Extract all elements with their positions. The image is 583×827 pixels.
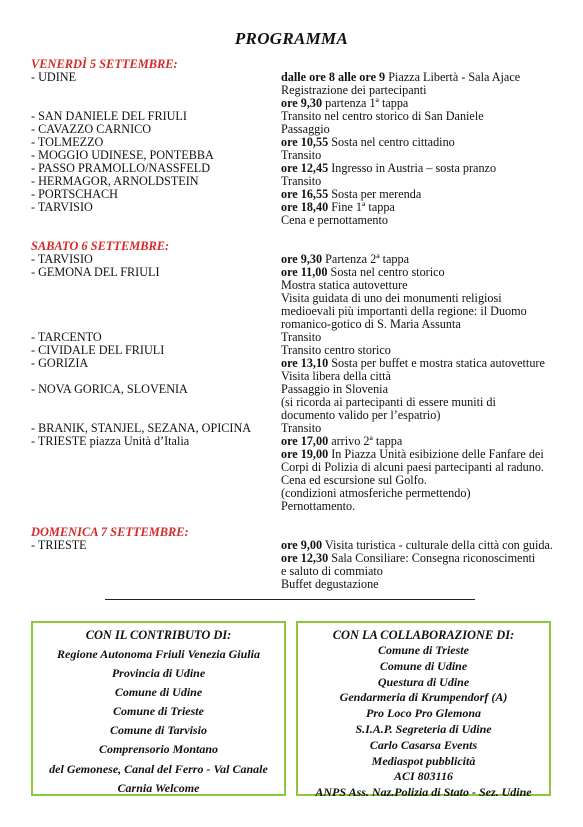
schedule-text: Transito nel centro storico di San Daniele (281, 109, 484, 123)
schedule-time: ore 11,00 (281, 265, 328, 279)
schedule-text: Partenza 2ª tappa (322, 252, 410, 266)
schedule-text: Sosta nel centro storico (327, 265, 445, 279)
schedule-place (31, 396, 281, 409)
schedule-text: Sosta per merenda (328, 187, 422, 201)
contributor-entry: Provincia di Udine (111, 666, 206, 681)
schedule-place (31, 565, 281, 578)
schedule-place (31, 448, 281, 461)
schedule-text: Piazza Libertà - Sala Ajace (385, 70, 521, 84)
collaborator-entry: ACI 803116 (393, 769, 453, 784)
schedule-time: ore 9,00 (281, 538, 323, 552)
schedule-place (31, 279, 281, 292)
collaborators-box (296, 621, 551, 800)
contributor-entry: del Gemonese, Canal del Ferro - Val Canale (49, 761, 268, 776)
schedule-text: Mostra statica autovetture (281, 278, 408, 292)
schedule-text: Visita guidata di uno dei monumenti religiosi (281, 291, 502, 305)
schedule-text: romanico-gotico di S. Maria Assunta (281, 317, 461, 331)
schedule-text: Buffet degustazione (281, 577, 379, 591)
collaborator-entry: Carlo Casarsa Events (369, 737, 478, 752)
contributor-entry: Carnia Welcome (117, 780, 200, 795)
collaborator-entry: Pro Loco Pro Glemona (366, 706, 481, 721)
schedule-place (31, 292, 281, 305)
schedule-place: - BRANIK, STANJEL, SEZANA, OPICINA (31, 421, 252, 435)
schedule-text: Passaggio in Slovenia (281, 382, 388, 396)
schedule-text: e saluto di commiato (281, 564, 383, 578)
day-heading: DOMENICA 7 SETTEMBRE: (31, 525, 189, 539)
program-schedule (31, 58, 571, 591)
schedule-text: In Piazza Unità esibizione delle Fanfare dei (328, 447, 544, 461)
schedule-place: - PASSO PRAMOLLO/NASSFELD (31, 161, 211, 175)
schedule-text: Fine 1ª tappa (328, 200, 395, 214)
schedule-text: Sosta per buffet e mostra statica autovetture (328, 356, 545, 370)
schedule-time: ore 9,30 (281, 252, 323, 266)
schedule-text: Visita libera della città (281, 369, 391, 383)
collaborator-entry: Comune di Udine (379, 658, 468, 673)
schedule-text: medioevali più importanti della regione: il Duomo (281, 304, 527, 318)
schedule-text: Ingresso in Austria – sosta pranzo (328, 161, 497, 175)
schedule-place: - TARVISIO (31, 252, 93, 266)
schedule-place: - MOGGIO UDINESE, PONTEBBA (31, 148, 214, 162)
schedule-text: Pernottamento. (281, 499, 356, 513)
schedule-time: ore 9,30 (281, 96, 323, 110)
day-section (31, 58, 571, 227)
contributor-entry: Comune di Trieste (113, 704, 204, 719)
schedule-text: Transito centro storico (281, 343, 391, 357)
schedule-text: Transito (281, 148, 322, 162)
divider-line (105, 599, 475, 600)
schedule-place: - TOLMEZZO (31, 135, 104, 149)
schedule-place: - TARVISIO (31, 200, 93, 214)
contributor-entry: Regione Autonoma Friuli Venezia Giulia (57, 647, 260, 661)
collaborator-entry: S.I.A.P. Segreteria di Udine (355, 721, 492, 736)
page-title: PROGRAMMA (234, 29, 349, 48)
schedule-place (31, 552, 281, 565)
day-section (31, 240, 571, 513)
schedule-place (31, 500, 281, 513)
schedule-info (281, 409, 571, 422)
schedule-place: - SAN DANIELE DEL FRIULI (31, 109, 187, 123)
schedule-text: Corpi di Polizia di alcuni paesi partecipanti al raduno. (281, 460, 544, 474)
schedule-row (31, 214, 571, 227)
schedule-place: - CIVIDALE DEL FRIULI (31, 343, 165, 357)
schedule-text: Visita turistica - culturale della città con guida. (322, 538, 553, 552)
schedule-text: arrivo 2ª tappa (328, 434, 403, 448)
schedule-time: ore 19,00 (281, 447, 329, 461)
schedule-place (31, 305, 281, 318)
schedule-place: - GEMONA DEL FRIULI (31, 265, 160, 279)
schedule-info (281, 500, 571, 513)
schedule-place (31, 487, 281, 500)
contributor-entry: Comprensorio Montano (98, 742, 219, 757)
schedule-time: dalle ore 8 alle ore 9 (281, 70, 386, 84)
schedule-place (31, 578, 281, 591)
contributors-title: CON IL CONTRIBUTO DI: (85, 628, 232, 642)
schedule-text: Passaggio (281, 122, 330, 136)
collaborator-entry: ANPS Ass. Naz.Polizia di Stato - Sez. Udine (315, 785, 532, 800)
schedule-time: ore 17,00 (281, 434, 329, 448)
schedule-row (31, 500, 571, 513)
schedule-info (281, 214, 571, 227)
schedule-info (281, 578, 571, 591)
collaborator-entry: Comune di Trieste (378, 643, 469, 657)
schedule-place: - TARCENTO (31, 330, 102, 344)
collaborator-entry: Questura di Udine (377, 674, 470, 689)
schedule-place: - PORTSCHACH (31, 187, 118, 201)
schedule-text: Cena e pernottamento (281, 213, 388, 227)
schedule-text: (si ricorda ai partecipanti di essere muniti di (281, 395, 496, 409)
schedule-text: Transito (281, 174, 322, 188)
schedule-text: Cena ed escursione sul Golfo. (281, 473, 427, 487)
schedule-text: Transito (281, 421, 322, 435)
schedule-time: ore 10,55 (281, 135, 329, 149)
collaborators-title: CON LA COLLABORAZIONE DI: (332, 628, 515, 642)
schedule-time: ore 12,30 (281, 551, 329, 565)
schedule-place (31, 84, 281, 97)
schedule-place (31, 214, 281, 227)
day-heading: SABATO 6 SETTEMBRE: (31, 239, 170, 253)
schedule-info (281, 162, 571, 175)
schedule-info (281, 136, 571, 149)
schedule-text: Registrazione dei partecipanti (281, 83, 427, 97)
schedule-text: documento valido per l’espatrio) (281, 408, 441, 422)
schedule-info (281, 318, 571, 331)
schedule-time: ore 13,10 (281, 356, 329, 370)
schedule-place (31, 461, 281, 474)
schedule-place (31, 474, 281, 487)
collaborator-entry: Mediaspot pubblicità (371, 753, 476, 768)
schedule-text: Transito (281, 330, 322, 344)
schedule-place: - UDINE (31, 70, 77, 84)
day-heading: VENERDÌ 5 SETTEMBRE: (31, 57, 178, 71)
schedule-place: - TRIESTE (31, 538, 87, 552)
schedule-text: (condizioni atmosferiche permettendo) (281, 486, 471, 500)
contributor-entry: Comune di Tarvisio (110, 723, 207, 738)
collaborator-entry: Gendarmeria di Krumpendorf (A) (339, 690, 508, 705)
contributors-box (31, 621, 286, 796)
schedule-text: partenza 1ª tappa (322, 96, 409, 110)
contributor-entry: Comune di Udine (114, 685, 203, 700)
schedule-place: - GORIZIA (31, 356, 89, 370)
day-section (31, 526, 571, 591)
schedule-text: Sosta nel centro cittadino (328, 135, 455, 149)
schedule-place: - HERMAGOR, ARNOLDSTEIN (31, 174, 199, 188)
schedule-place: - NOVA GORICA, SLOVENIA (31, 382, 188, 396)
schedule-time: ore 12,45 (281, 161, 329, 175)
schedule-time: ore 16,55 (281, 187, 329, 201)
schedule-place: - CAVAZZO CARNICO (31, 122, 152, 136)
schedule-place: - TRIESTE piazza Unità d’Italia (31, 434, 190, 448)
schedule-text: Sala Consiliare: Consegna riconoscimenti (328, 551, 536, 565)
schedule-time: ore 18,40 (281, 200, 329, 214)
schedule-row (31, 578, 571, 591)
